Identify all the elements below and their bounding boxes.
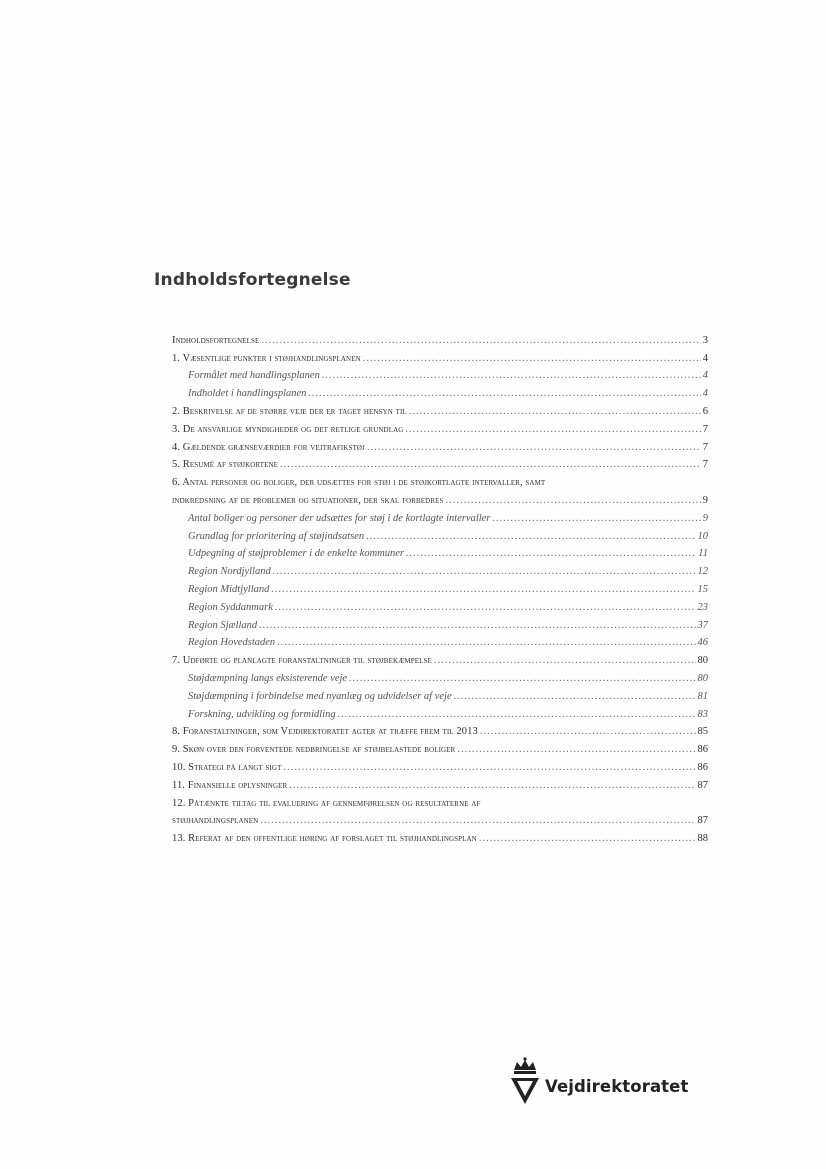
toc-entry-title: 8. Foranstaltninger, som Vejdirektoratet agter at træffe frem til 2013: [172, 726, 478, 738]
dot-leader: [338, 709, 696, 720]
toc-entry[interactable]: [172, 648, 708, 666]
dot-leader: [367, 442, 701, 453]
toc-entry[interactable]: [172, 453, 708, 471]
toc-entry-page: 7: [702, 459, 708, 471]
toc-entry-title: Formålet med handlingsplanen: [188, 370, 320, 382]
toc-entry-title: 10. Strategi på langt sigt: [172, 761, 282, 773]
dot-leader: [260, 815, 695, 826]
toc-entry[interactable]: [172, 399, 708, 417]
toc-entry-title: støjhandlingsplanen: [172, 815, 259, 827]
toc-entry-page: 4: [702, 370, 708, 382]
toc-entry-page: 83: [697, 708, 708, 720]
toc-entry-page: 7: [702, 423, 708, 435]
toc-entry[interactable]: [172, 720, 708, 738]
toc-entry-page: 80: [697, 672, 708, 684]
toc-entry[interactable]: [172, 470, 708, 488]
dot-leader: [349, 673, 695, 684]
toc-entry-page: 80: [697, 655, 708, 667]
dot-leader: [283, 762, 695, 773]
dot-leader: [479, 833, 696, 844]
toc-entry[interactable]: [172, 328, 708, 346]
toc-entry[interactable]: [172, 559, 708, 577]
dot-leader: [277, 637, 695, 648]
toc-entry[interactable]: [172, 506, 708, 524]
toc-entry-title: 3. De ansvarlige myndigheder og det retlige grundlag: [172, 423, 404, 435]
toc-entry-page: 12: [697, 566, 708, 578]
dot-leader: [273, 566, 696, 577]
toc-entry-page: 86: [697, 744, 708, 756]
dot-leader: [261, 335, 700, 346]
toc-entry-page: 6: [702, 405, 708, 417]
toc-entry-page: 88: [697, 833, 708, 845]
toc-entry-title: indkredsning af de problemer og situationer, der skal forbedres: [172, 494, 444, 506]
toc-entry-page: 9: [702, 512, 708, 524]
toc-entry-page: 10: [697, 530, 708, 542]
toc-entry-page: 3: [702, 334, 708, 346]
toc-entry-page: 81: [697, 690, 708, 702]
dot-leader: [405, 424, 700, 435]
toc-entry-title: 7. Udførte og planlagte foranstaltninger til støjbekæmpelse: [172, 655, 432, 667]
toc-entry-title: 13. Referat af den offentlige høring af forslaget til støjhandlingsplan: [172, 833, 477, 845]
dot-leader: [308, 388, 700, 399]
toc-entry[interactable]: [172, 826, 708, 844]
toc-entry-page: 4: [702, 352, 708, 364]
toc-entry[interactable]: [172, 435, 708, 453]
toc-entry-page: 86: [697, 761, 708, 773]
toc-entry-title: Grundlag for prioritering af støjindsatsen: [188, 530, 365, 542]
toc-entry-page: 37: [697, 619, 708, 631]
toc-entry-title: Indholdsfortegnelse: [172, 334, 260, 346]
toc-entry[interactable]: [172, 417, 708, 435]
toc-entry-title: Region Syddanmark: [188, 601, 273, 613]
crown-v-icon: [508, 1056, 542, 1108]
toc-entry-page: 7: [702, 441, 708, 453]
dot-leader: [271, 584, 695, 595]
dot-leader: [363, 353, 701, 364]
toc-entry[interactable]: [172, 684, 708, 702]
dot-leader: [454, 691, 696, 702]
toc-entry-title: 4. Gældende grænseværdier for vejtrafikstøj: [172, 441, 365, 453]
dot-leader: [406, 548, 696, 559]
toc-entry[interactable]: [172, 346, 708, 364]
dot-leader: [259, 620, 695, 631]
logo-name: Vejdirektoratet: [545, 1076, 689, 1096]
dot-leader: [289, 780, 695, 791]
vejdirektoratet-logo: [508, 1052, 698, 1112]
toc-entry-page: 87: [697, 779, 708, 791]
dot-leader: [280, 459, 701, 470]
toc-entry-page: 23: [697, 601, 708, 613]
dot-leader: [322, 370, 701, 381]
toc-entry-title: Region Sjælland: [188, 619, 258, 631]
dot-leader: [409, 406, 701, 417]
toc-entry-title: Region Nordjylland: [188, 566, 271, 578]
toc-entry[interactable]: [172, 809, 708, 827]
toc-entry-page: 9: [702, 494, 708, 506]
dot-leader: [492, 513, 700, 524]
toc-entry-title: Støjdæmpning i forbindelse med nyanlæg og udvidelser af veje: [188, 690, 452, 702]
dot-leader: [445, 495, 700, 506]
toc-entry-title: Udpegning af støjproblemer i de enkelte kommuner: [188, 548, 404, 560]
toc-entry-title: 1. Væsentlige punkter i støjhandlingsplanen: [172, 352, 361, 364]
toc-entry-title: 2. Beskrivelse af de større veje der er taget hensyn til: [172, 405, 407, 417]
toc-entry[interactable]: [172, 702, 708, 720]
toc-entry-title: Antal boliger og personer der udsættes for støj i de kortlagte intervaller: [188, 512, 491, 524]
table-of-contents: [172, 328, 708, 844]
toc-entry[interactable]: [172, 613, 708, 631]
toc-entry-page: 87: [697, 815, 708, 827]
toc-entry[interactable]: [172, 791, 708, 809]
toc-entry-page: 15: [697, 583, 708, 595]
toc-entry-title: 12. Påtænkte tiltag til evaluering af gennemførelsen og resultaterne af: [172, 797, 481, 809]
toc-entry[interactable]: [172, 488, 708, 506]
toc-entry-page: 11: [698, 548, 708, 560]
toc-entry-title: 6. Antal personer og boliger, der udsættes for støj i de støjkortlagte intervaller, samt: [172, 477, 546, 489]
toc-entry[interactable]: [172, 737, 708, 755]
toc-entry-title: Støjdæmpning langs eksisterende veje: [188, 672, 348, 684]
toc-entry[interactable]: [172, 595, 708, 613]
toc-entry[interactable]: [172, 631, 708, 649]
toc-entry-title: 5. Resumé af støjkortene: [172, 459, 279, 471]
toc-entry[interactable]: [172, 381, 708, 399]
toc-entry-title: 11. Finansielle oplysninger: [172, 779, 288, 791]
toc-entry[interactable]: [172, 577, 708, 595]
toc-entry[interactable]: [172, 755, 708, 773]
dot-leader: [457, 744, 695, 755]
toc-entry[interactable]: [172, 666, 708, 684]
toc-entry-title: Region Hovedstaden: [188, 637, 276, 649]
toc-entry[interactable]: [172, 524, 708, 542]
dot-leader: [366, 531, 695, 542]
dot-leader: [434, 655, 696, 666]
toc-entry[interactable]: [172, 542, 708, 560]
dot-leader: [480, 726, 696, 737]
toc-entry-page: 46: [697, 637, 708, 649]
toc-entry-page: 85: [697, 726, 708, 738]
toc-entry[interactable]: [172, 773, 708, 791]
toc-entry-title: 9. Skøn over den forventede nedbringelse af støjbelastede boliger: [172, 744, 456, 756]
toc-entry-title: Forskning, udvikling og formidling: [188, 708, 336, 720]
toc-entry-page: 4: [702, 388, 708, 400]
toc-entry-title: Region Midtjylland: [188, 583, 270, 595]
toc-entry[interactable]: [172, 364, 708, 382]
dot-leader: [275, 602, 696, 613]
page-title: Indholdsfortegnelse: [154, 270, 351, 290]
toc-entry-title: Indholdet i handlingsplanen: [188, 388, 307, 400]
